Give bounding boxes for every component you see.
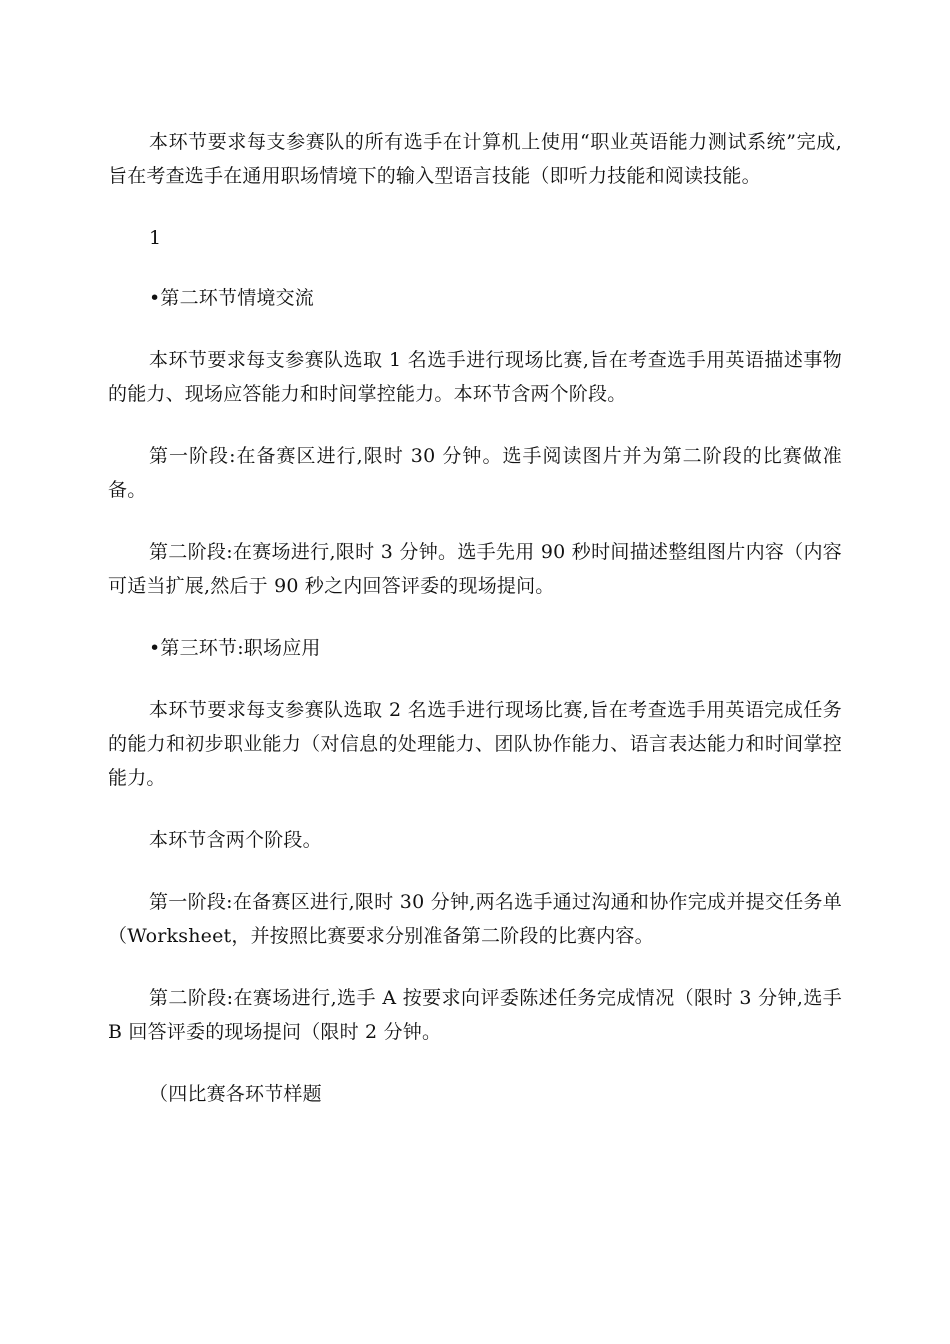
document-body [108,125,842,1111]
page-number: 1 [149,227,162,249]
paragraph-stage-two-phase-two: 第二阶段:在赛场进行,限时 3 分钟。选手先用 90 秒时间描述整组图片内容（内容可适当扩展,然后于 90 秒之内回答评委的现场提问。 [108,541,842,597]
paragraph-stage-one-description: 本环节要求每支参赛队的所有选手在计算机上使用“职业英语能力测试系统”完成,旨在考查选手在通用职场情境下的输入型语言技能（即听力技能和阅读技能。 [108,131,842,187]
paragraph-stage-three-description: 本环节要求每支参赛队选取 2 名选手进行现场比赛,旨在考查选手用英语完成任务的能力和初步职业能力（对信息的处理能力、团队协作能力、语言表达能力和时间掌控能力。 [108,699,842,789]
paragraph-stage-three-phase-two: 第二阶段:在赛场进行,选手 A 按要求向评委陈述任务完成情况（限时 3 分钟,选手 B 回答评委的现场提问（限时 2 分钟。 [108,987,842,1043]
paragraph-stage-two-description: 本环节要求每支参赛队选取 1 名选手进行现场比赛,旨在考查选手用英语描述事物的能力、现场应答能力和时间掌控能力。本环节含两个阶段。 [108,349,842,405]
paragraph-stage-two-phase-one: 第一阶段:在备赛区进行,限时 30 分钟。选手阅读图片并为第二阶段的比赛做准备。 [108,445,842,501]
section-heading-stage-three: •第三环节:职场应用 [149,637,321,659]
section-heading-stage-two: •第二环节情境交流 [149,287,315,309]
paragraph-stage-three-phases-intro: 本环节含两个阶段。 [149,829,322,851]
section-heading-sample-questions: （四比赛各环节样题 [149,1083,322,1105]
paragraph-stage-three-phase-one: 第一阶段:在备赛区进行,限时 30 分钟,两名选手通过沟通和协作完成并提交任务单（Worksheet，并按照比赛要求分别准备第二阶段的比赛内容。 [108,891,842,947]
